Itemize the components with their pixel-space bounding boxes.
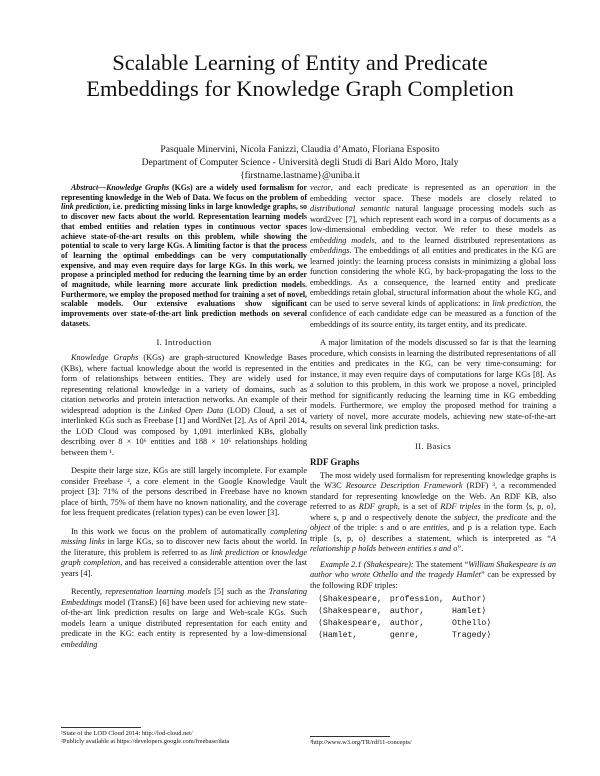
footnote-3: ³http://www.w3.org/TR/rdf11-concepts/	[310, 739, 412, 746]
author-block	[0, 143, 600, 182]
intro-paragraph-4: Recently, representation learning models [5] such as the Translating Embeddings model (TransE) [6] have been used for achieving new state-of-the-art link prediction results on large and Web-scale KGs. Such models learn a unique distributed representation for each entity and predicate in the KG: each entity is represented by a low-dimensional embedding	[61, 587, 307, 649]
table-row: ⟨Hamlet, genre, Tragedy⟩	[318, 631, 492, 640]
table-row: ⟨Shakespeare, author, Hamlet⟩	[318, 607, 487, 616]
footnotes-left	[61, 730, 307, 746]
rdf-paragraph: The most widely used formalism for representing knowledge graphs is the W3C Resource Description Framework (RDF) ³, a recommended standard for representing knowledge on the Web. An RDF KB, also referred to as RDF graph, is a set of RDF triples in the form ⟨s, p, o⟩, where s, p and o respectively denote the subject, the predicate and the object of the triple: s and o are entities, and p is a relation type. Each triple ⟨s, p, o⟩ describes a statement, which is interpreted as “A relationship p holds between entities s and o”.	[310, 470, 557, 553]
footnote-rule-left	[61, 727, 141, 728]
title-line-1: Scalable Learning of Entity and Predicate	[112, 50, 488, 75]
section-heading-introduction: I. Introduction	[156, 336, 212, 347]
section-heading-basics: II. Basics	[414, 440, 452, 451]
intro-paragraph-1: Knowledge Graphs (KGs) are graph-structured Knowledge Bases (KBs), where factual knowledge about the world is represented in the form of relationships between entities. They are widely used for representing relational knowledge in a variety of domains, such as citation networks and protein interaction networks. An example of their widespread adoption is the Linked Open Data (LOD) Cloud, a set of interlinked KGs such as Freebase [1] and WordNet [2]. As of April 2014, the LOD Cloud was composed by 1,091 interlinked KBs, globally describing over 8 × 10⁶ entities and 188 × 10⁶ relationships holding between them ¹.	[61, 353, 307, 457]
author-email: {firstname.lastname}@uniba.it	[240, 170, 360, 181]
right-column	[310, 183, 556, 642]
right-paragraph-1: vector, and each predicate is represented as an operation in the embedding vector space. These models are closely related to distributional semantic natural language processing models such as word2vec [7], which represent each word in a corpus of documents as a low-dimensional embedding vector. We refer to these models as embedding models, and to the learned distributed representations as embeddings. The embeddings of all entities and predicates in the KG are learned jointly: the learning process consists in minimizing a global loss function considering the whole KG, by back-propagating the loss to the embeddings. As a consequence, the learned entity and predicate embeddings retain global, structural information about the whole KG, and can be used to serve several kinds of applications: in link prediction, the confidence of each candidate edge can be measured as a function of the embeddings of its source entity, its target entity, and its predicate.	[310, 183, 557, 329]
abstract-label: Abstract	[71, 183, 99, 192]
table-row: ⟨Shakespeare, author, Othello⟩	[318, 619, 492, 628]
footnote-1: ¹State of the LOD Cloud 2014: http://lod-cloud.net/	[61, 730, 193, 737]
table-row: ⟨Shakespeare, profession, Author⟩	[318, 595, 487, 604]
example-paragraph: Example 2.1 (Shakespeare): The statement “William Shakespeare is an author who wrote Othello and the tragedy Hamlet” can be expressed by the following RDF triples:	[310, 559, 556, 590]
intro-paragraph-2: Despite their large size, KGs are still largely incomplete. For example consider Freebase ², a core element in the Google Knowledge Vault project [3]: 71% of the persons described in Freebase have no known place of birth, 75% of them have no known nationality, and the coverage for less frequent predicates (relation types) can be even lower [3].	[61, 466, 307, 518]
author-affiliation: Department of Computer Science - Università degli Studi di Bari Aldo Moro, Italy	[141, 157, 459, 168]
rdf-triples-table	[318, 594, 499, 642]
right-paragraph-2: A major limitation of the models discussed so far is that the learning procedure, which consists in learning the distributed representations of all entities and predicates in the KG, can be very time-consuming: for instance, it may even require days of computations for large KGs [8]. As a solution to this problem, in this work we propose a novel, principled method for significantly reducing the learning time in KG embedding models. Furthermore, we employ the proposed method for training a variety of novel, more accurate models, achieving new state-of-the-art results on several link prediction tasks.	[310, 338, 556, 431]
abstract: Abstract—Knowledge Graphs (KGs) are a widely used formalism for representing knowledge in the Web of Data. We focus on the problem of link prediction, i.e. predicting missing links in large knowledge graphs, so to discover new facts about the world. Representation learning models that embed entities and relation types in continuous vector spaces achieve state-of-the-art results on this problem, while showing the potential to scale to very large KGs. A limiting factor is that the process of learning the optimal embeddings can be very computationally expensive, and may even require days for large KGs. In this work, we propose a principled method for reducing the learning time by an order of magnitude, while learning more accurate link prediction models. Furthermore, we employ the proposed method for training a set of novel, scalable models. Our extensive evaluations show significant improvements over state-of-the-art link prediction methods on several datasets.	[61, 183, 307, 328]
subsection-heading-rdf-graphs: RDF Graphs	[310, 457, 360, 467]
footnote-2: ²Publicly available at https://developers.google.com/freebase/data	[61, 738, 230, 745]
left-column	[61, 183, 307, 650]
intro-paragraph-3: In this work we focus on the problem of automatically completing missing links in large KGs, so to discover new facts about the world. In the literature, this problem is referred to as link prediction or knowledge graph completion, and has received a considerable attention over the last years [4].	[61, 526, 308, 578]
footnote-rule-right	[310, 736, 390, 737]
paper-title	[0, 50, 600, 102]
author-names: Pasquale Minervini, Nicola Fanizzi, Claudia d’Amato, Floriana Esposito	[160, 144, 440, 155]
abstract-kg: Knowledge Graphs	[106, 183, 170, 192]
title-line-2: Embeddings for Knowledge Graph Completion	[86, 76, 514, 101]
